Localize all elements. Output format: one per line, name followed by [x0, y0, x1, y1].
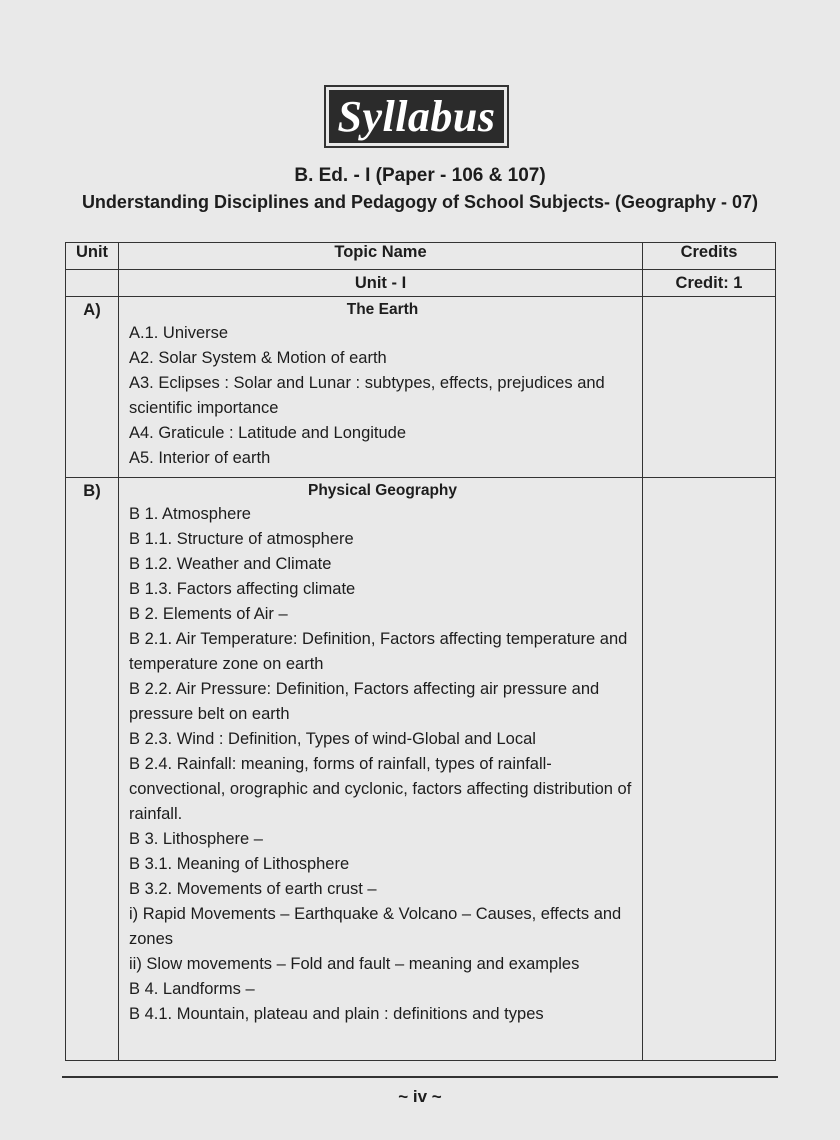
topic-item: B 2.1. Air Temperature: Definition, Factors affecting temperature and temperature zone on earth	[129, 630, 628, 673]
topic-item: A.1. Universe	[129, 324, 229, 342]
syllabus-badge	[324, 85, 509, 148]
topic-item: B 1.3. Factors affecting climate	[129, 580, 356, 598]
topic-item: B 2.2. Air Pressure: Definition, Factors affecting air pressure and pressure belt on earth	[129, 680, 600, 723]
unit-title: Unit - I	[119, 270, 643, 297]
topic-item: A4. Graticule : Latitude and Longitude	[129, 424, 407, 442]
header-credits: Credits	[643, 243, 776, 270]
unit-row-blank	[66, 270, 119, 297]
syllabus-table	[65, 242, 776, 1061]
syllabus-badge-text: Syllabus	[329, 90, 504, 143]
topic-item: B 2. Elements of Air –	[129, 605, 288, 623]
topic-item: A5. Interior of earth	[129, 449, 271, 467]
section-row-b	[66, 478, 776, 1061]
topic-item: B 4. Landforms –	[129, 980, 255, 998]
page-number: ~ iv ~	[398, 1087, 442, 1106]
course-title: B. Ed. - I (Paper - 106 & 107)	[294, 165, 546, 186]
section-credit-cell	[643, 478, 776, 1061]
topic-item: B 3. Lithosphere –	[129, 830, 263, 848]
unit-credit: Credit: 1	[643, 270, 776, 297]
unit-row	[66, 270, 776, 297]
topic-item: B 1.1. Structure of atmosphere	[129, 530, 354, 548]
topic-item: B 2.4. Rainfall: meaning, forms of rainfall, types of rainfall-convectional, orographic and cyclonic, factors affecting distribution of rainfall.	[129, 755, 632, 823]
topic-item: B 4.1. Mountain, plateau and plain : definitions and types	[129, 1005, 544, 1023]
topic-item: B 3.1. Meaning of Lithosphere	[129, 855, 350, 873]
topic-item: i) Rapid Movements – Earthquake & Volcano – Causes, effects and zones	[129, 905, 622, 948]
table-header-row	[66, 243, 776, 270]
section-title: Physical Geography	[307, 482, 458, 499]
section-label: B)	[66, 478, 119, 1061]
section-title: The Earth	[346, 301, 419, 318]
subject-title: Understanding Disciplines and Pedagogy of School Subjects- (Geography - 07)	[81, 192, 759, 212]
section-credit-cell	[643, 297, 776, 478]
topic-item: A3. Eclipses : Solar and Lunar : subtypes, effects, prejudices and scientific importance	[129, 374, 605, 417]
header-topic: Topic Name	[119, 243, 643, 270]
topic-item: B 1. Atmosphere	[129, 505, 251, 523]
topic-item: A2. Solar System & Motion of earth	[129, 349, 387, 367]
topic-item: ii) Slow movements – Fold and fault – meaning and examples	[129, 955, 580, 973]
section-topics	[119, 478, 643, 1061]
header-unit: Unit	[66, 243, 119, 270]
section-label: A)	[66, 297, 119, 478]
footer-divider	[62, 1076, 778, 1078]
topic-item: B 2.3. Wind : Definition, Types of wind-Global and Local	[129, 730, 536, 748]
topic-item: B 3.2. Movements of earth crust –	[129, 880, 377, 898]
topic-item: B 1.2. Weather and Climate	[129, 555, 332, 573]
section-row-a	[66, 297, 776, 478]
section-topics	[119, 297, 643, 478]
